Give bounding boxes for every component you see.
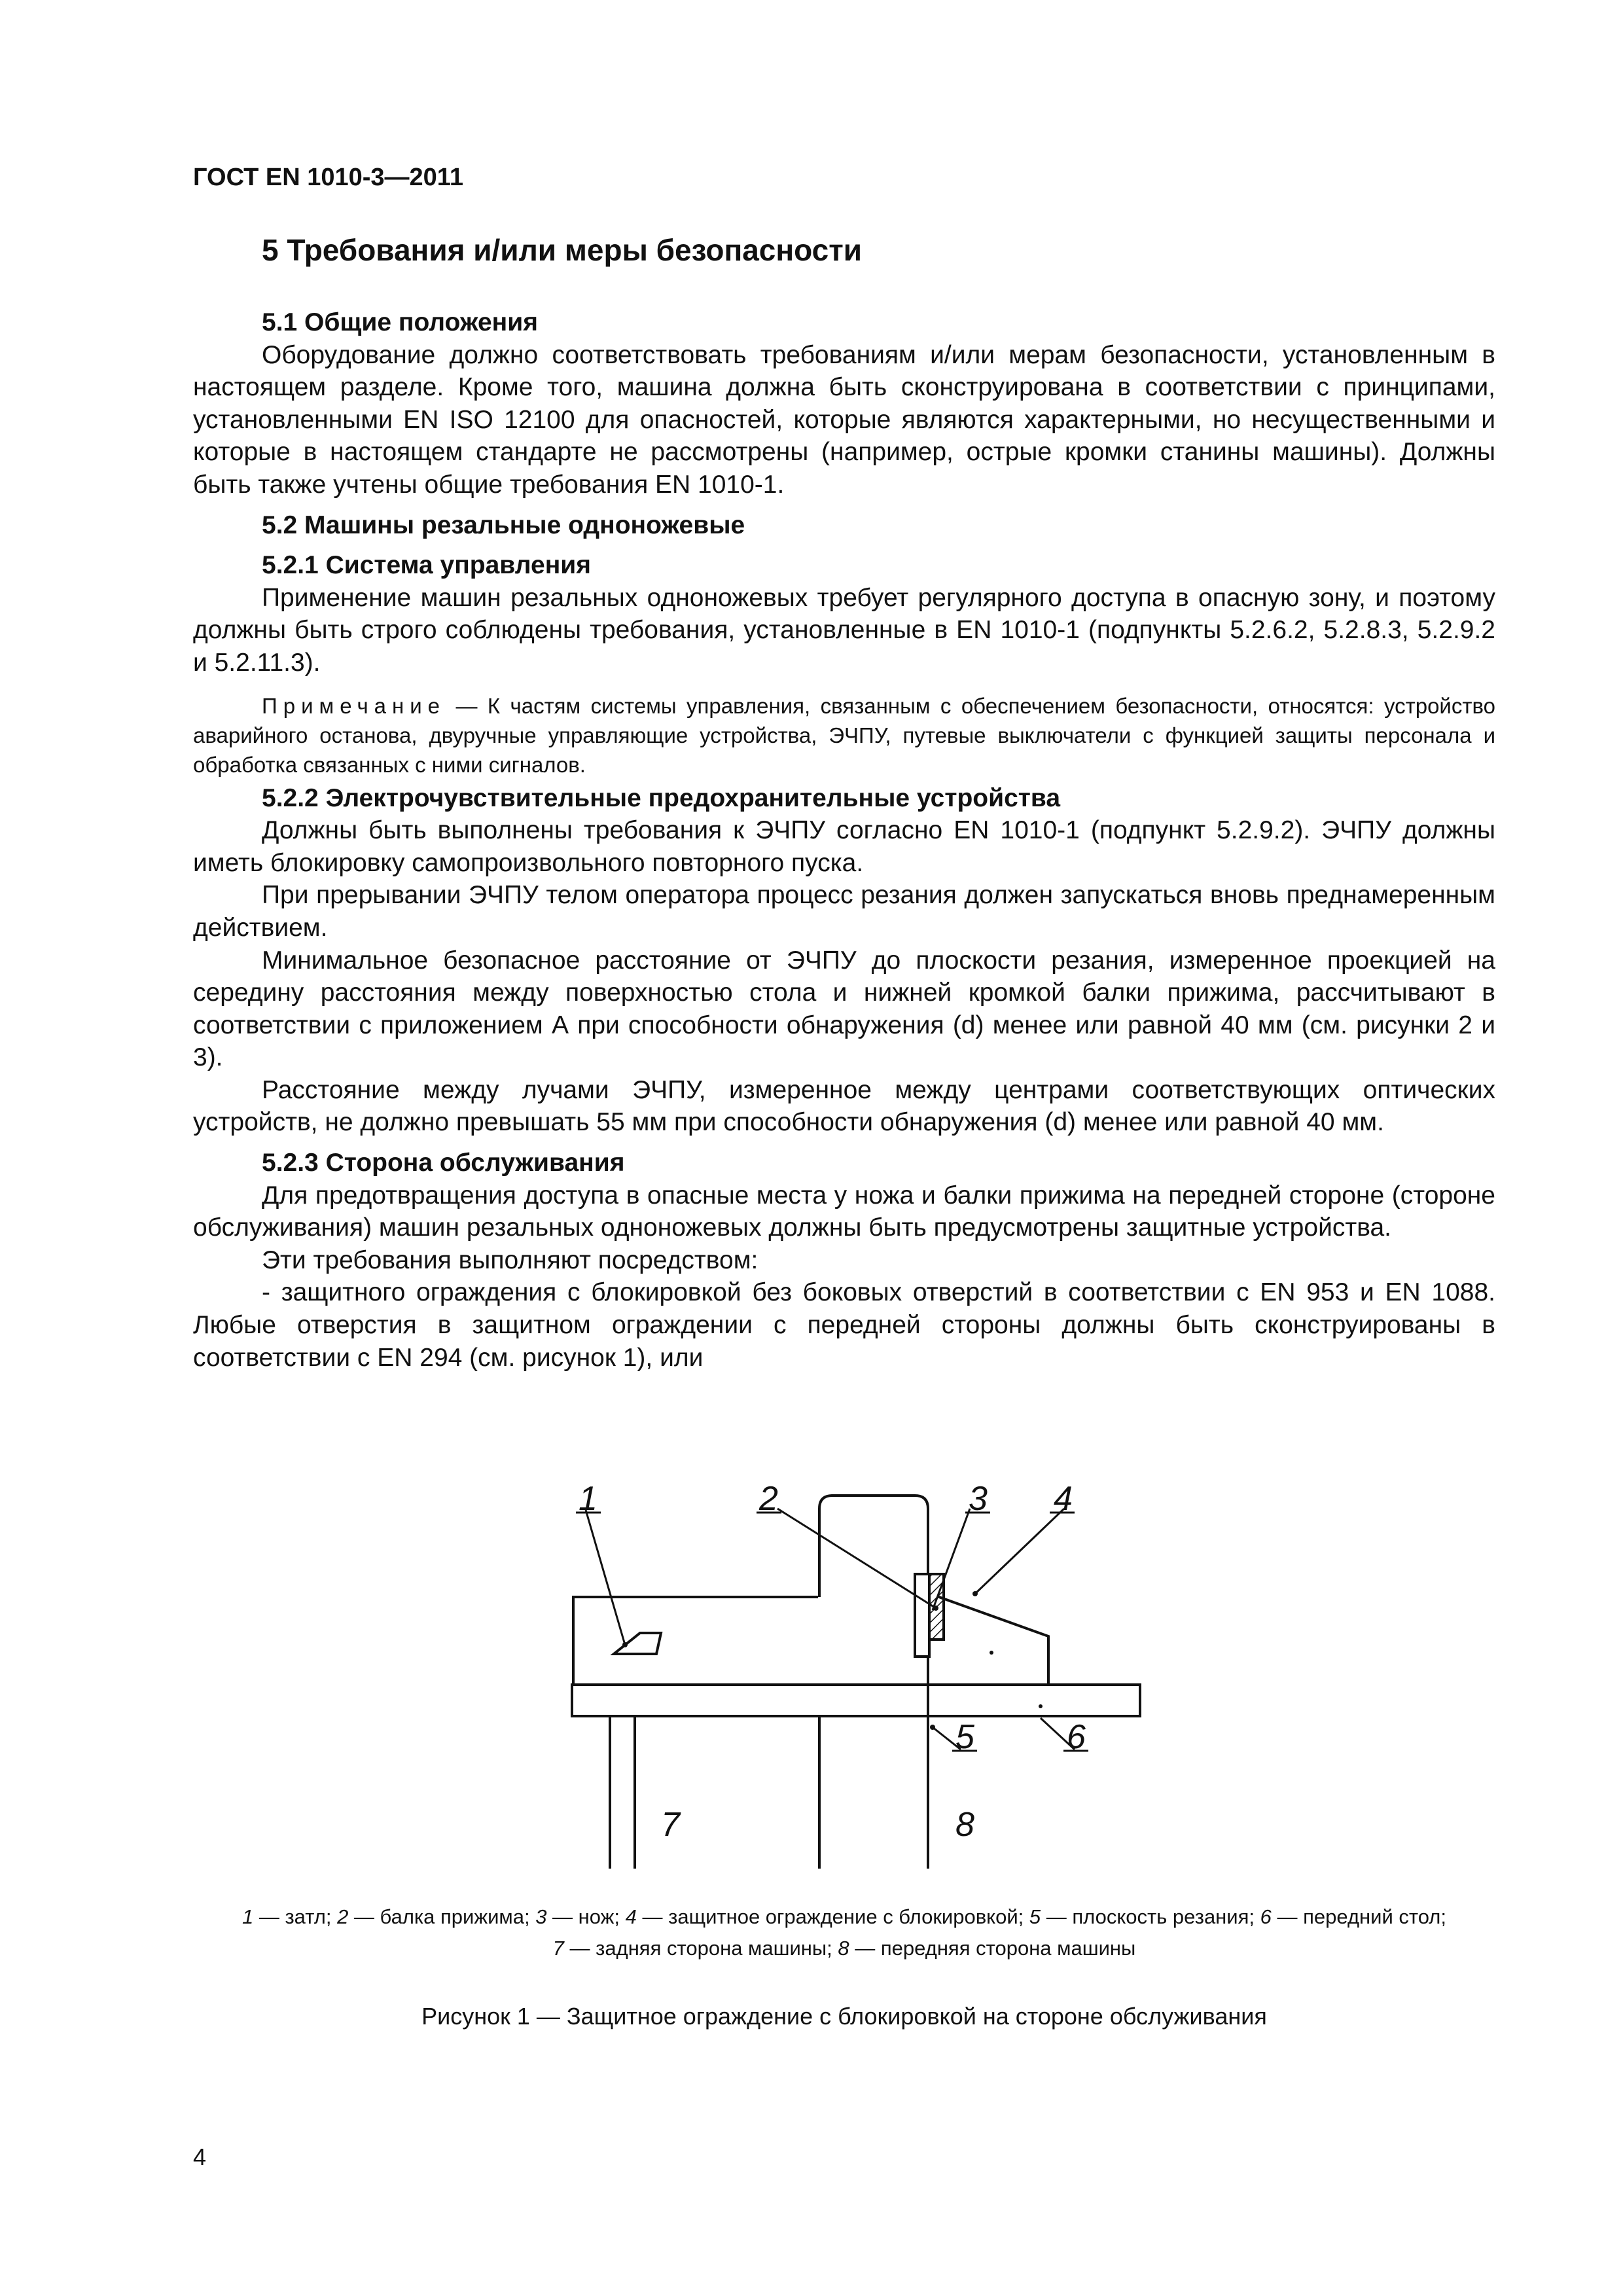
document-body — [193, 306, 1495, 1374]
paragraph-5-2-2-a: Должны быть выполнены требования к ЭЧПУ согласно EN 1010-1 (подпункт 5.2.9.2). ЭЧПУ должны иметь блокировку самопроизвольного повторного пуска. — [193, 816, 1495, 877]
note-label: Примечание — [262, 693, 446, 718]
press-beam — [915, 1574, 929, 1657]
rear-machine-body — [573, 1597, 872, 1685]
label-1: 1 — [579, 1480, 597, 1518]
figure-legend — [193, 1901, 1495, 1964]
paragraph-5-2-2-b: При прерывании ЭЧПУ телом оператора процесс резания должен запускаться вновь преднамеренным действием. — [193, 881, 1495, 942]
document-code: ГОСТ EN 1010-3—2011 — [193, 164, 463, 191]
legend-text-3: — нож; — [546, 1905, 626, 1928]
figure-1-drawing — [569, 1437, 1145, 1869]
note-text: — К частям системы управления, связанным с обеспечением безопасности, относятся: устройство аварийного останова, двуручные управляющие устройства, ЭЧПУ, путевые выключатели с функцией защиты персонала и обработка связанных с ними сигналов. — [193, 693, 1495, 777]
legend-text-4: — защитное ограждение с блокировкой; — [636, 1905, 1029, 1928]
legend-text-7: — задняя сторона машины; — [563, 1937, 838, 1960]
heading-5-2-3: 5.2.3 Сторона обслуживания — [262, 1149, 625, 1177]
back-gauge — [614, 1633, 661, 1654]
leader-4 — [975, 1509, 1064, 1594]
legend-num-1: 1 — [241, 1905, 254, 1928]
section-title: 5 Требования и/или меры безопасности — [262, 233, 863, 267]
legend-num-5: 5 — [1029, 1905, 1041, 1928]
heading-5-2-2: 5.2.2 Электрочувствительные предохранительные устройства — [262, 783, 1061, 812]
label-7: 7 — [661, 1806, 680, 1844]
legend-text-8: — передняя сторона машины — [849, 1937, 1136, 1960]
legend-num-8: 8 — [838, 1937, 849, 1960]
figure-1 — [569, 1437, 1145, 1869]
paragraph-5-2-3-b: Эти требования выполняют посредством: — [262, 1246, 758, 1274]
paragraph-5-2-3-c: - защитного ограждения с блокировкой без боковых отверстий в соответствии с EN 953 и EN 1088. Любые отверстия в защитном ограждении с передней стороны должны быть сконструированы в соответствии с EN 294 (см. рисунок 1), или — [193, 1278, 1495, 1372]
legend-text-6: — передний стол; — [1271, 1905, 1447, 1928]
guard-outline — [937, 1596, 1048, 1683]
heading-5-1: 5.1 Общие положения — [262, 308, 538, 336]
legend-text-5: — плоскость резания; — [1041, 1905, 1260, 1928]
press-frame-lower — [819, 1716, 928, 1869]
legend-num-6: 6 — [1260, 1905, 1272, 1928]
leader-3 — [933, 1509, 970, 1610]
figure-title: Рисунок 1 — Защитное ограждение с блокировкой на стороне обслуживания — [421, 2003, 1267, 2030]
label-2: 2 — [759, 1480, 778, 1518]
paragraph-5-2-2-d: Расстояние между лучами ЭЧПУ, измеренное между центрами соответствующих оптических устройств, не должно превышать 55 мм при способности обнаружения (d) менее или равной 40 мм. — [193, 1075, 1495, 1137]
label-4: 4 — [1054, 1480, 1073, 1518]
legend-num-4: 4 — [625, 1905, 637, 1928]
note — [193, 691, 1495, 780]
paragraph-5-2-2-c: Минимальное безопасное расстояние от ЭЧПУ до плоскости резания, измеренное проекцией на середину расстояния между поверхностью стола и нижней кромкой балки прижима, рассчитывают в соответствии с приложением А при способности обнаружения (d) менее или равной 40 мм (см. рисунки 2 и 3). — [193, 946, 1495, 1072]
label-3: 3 — [969, 1480, 988, 1518]
heading-5-2: 5.2 Машины резальные одноножевые — [262, 511, 745, 539]
front-table — [572, 1685, 1140, 1716]
heading-5-2-1: 5.2.1 Система управления — [262, 551, 592, 580]
page-number: 4 — [193, 2144, 207, 2170]
paragraph-5-1: Оборудование должно соответствовать требованиям и/или мерам безопасности, установленным в настоящем разделе. Кроме того, машина должна быть сконструирована в соответствии с принципами, установленными EN ISO 12100 для опасностей, которые являются характерными, но несущественными и которые в настоящем стандарте не рассмотрены (например, острые кромки станины машины). Должны быть также учтены общие требования EN 1010-1. — [193, 340, 1495, 499]
rear-leg — [610, 1716, 635, 1869]
press-frame — [819, 1496, 928, 1685]
legend-num-2: 2 — [337, 1905, 349, 1928]
leader-1 — [586, 1510, 625, 1645]
legend-num-7: 7 — [552, 1937, 564, 1960]
legend-text-2: — балка прижима; — [348, 1905, 536, 1928]
paragraph-5-2-3-a: Для предотвращения доступа в опасные места у ножа и балки прижима на передней стороне (стороне обслуживания) машин резальных одноножевых должны быть предусмотрены защитные устройства. — [193, 1181, 1495, 1242]
legend-num-3: 3 — [535, 1905, 547, 1928]
paragraph-5-2-1: Применение машин резальных одноножевых требует регулярного доступа в опасную зону, и поэтому должны быть строго соблюдены требования, установленные в EN 1010-1 (подпункты 5.2.6.2, 5.2.8.3, 5.2.9.2 и 5.2.11.3). — [193, 583, 1495, 677]
legend-text-1: — затл; — [253, 1905, 338, 1928]
label-6: 6 — [1067, 1718, 1086, 1756]
label-8: 8 — [955, 1806, 974, 1844]
label-5: 5 — [955, 1718, 974, 1756]
